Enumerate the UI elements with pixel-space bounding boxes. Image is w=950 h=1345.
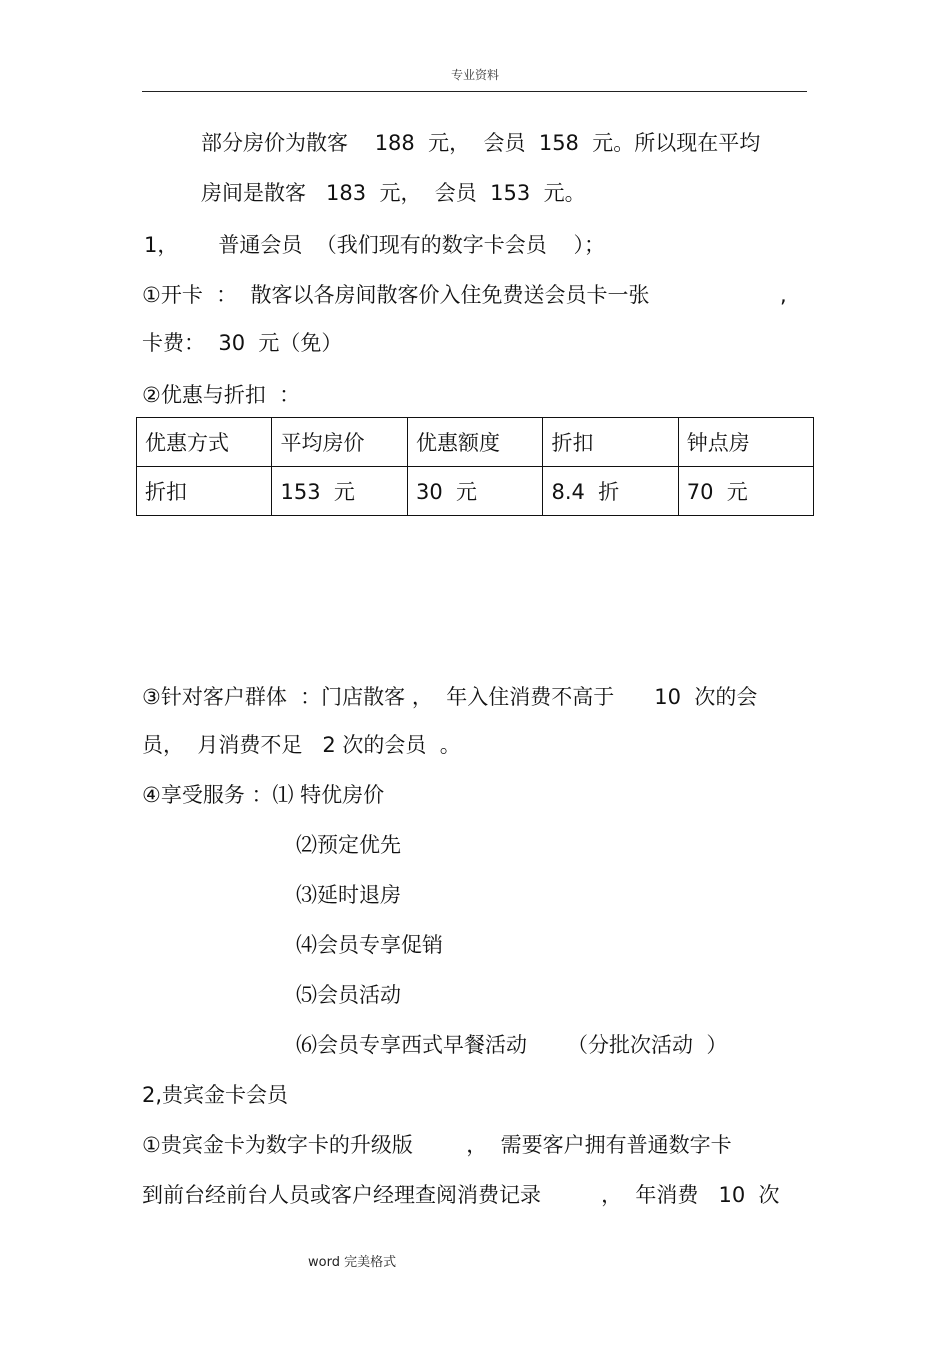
text-line: ③针对客户群体 ：门店散客 ， 年入住消费不高于 10 次的会 <box>142 685 758 709</box>
table-header-cell: 平均房价 <box>272 418 407 467</box>
list-item: ⑸会员活动 <box>296 983 401 1007</box>
page-header: 专业资料 <box>450 68 499 82</box>
text-line: 员， 月消费不足 2 次的会员 。 <box>142 733 461 757</box>
table-header-cell: 优惠方式 <box>137 418 272 467</box>
header-rule <box>142 91 807 92</box>
text-line: ②优惠与折扣 ： <box>142 383 301 407</box>
section-heading: 2,贵宾金卡会员 <box>142 1083 289 1107</box>
page-footer: word 完美格式 <box>308 1255 397 1270</box>
table-header-cell: 折扣 <box>543 418 678 467</box>
text-line: 卡费： 30 元（免） <box>142 331 343 355</box>
text-line: 部分房价为散客 188 元， 会员 158 元。所以现在平均 <box>201 131 761 155</box>
table-header-cell: 优惠额度 <box>407 418 542 467</box>
text-line: ①贵宾金卡为数字卡的升级版 ， 需要客户拥有普通数字卡 <box>142 1133 732 1157</box>
list-item: ⑵预定优先 <box>296 833 401 857</box>
text-line: , <box>780 283 787 307</box>
table-cell: 70 元 <box>678 467 813 516</box>
text-line: ④享受服务 ：⑴ 特优房价 <box>142 783 385 807</box>
section-heading: 1， 普通会员 （我们现有的数字卡会员 ）； <box>144 233 605 257</box>
text-line: ①开卡 ： 散客以各房间散客价入住免费送会员卡一张 <box>142 283 650 307</box>
table-cell: 8.4 折 <box>543 467 678 516</box>
table-row <box>137 467 814 516</box>
table-header-cell: 钟点房 <box>678 418 813 467</box>
text-line: 房间是散客 183 元， 会员 153 元。 <box>201 181 586 205</box>
table-cell: 153 元 <box>272 467 407 516</box>
table-cell: 30 元 <box>407 467 542 516</box>
text-line: 到前台经前台人员或客户经理查阅消费记录 ， 年消费 10 次 <box>142 1183 780 1207</box>
table-header-row <box>137 418 814 467</box>
list-item: ⑹会员专享西式早餐活动 （分批次活动 ） <box>296 1033 728 1057</box>
list-item: ⑷会员专享促销 <box>296 933 443 957</box>
table-cell: 折扣 <box>137 467 272 516</box>
list-item: ⑶延时退房 <box>296 883 401 907</box>
discount-table <box>136 417 814 516</box>
